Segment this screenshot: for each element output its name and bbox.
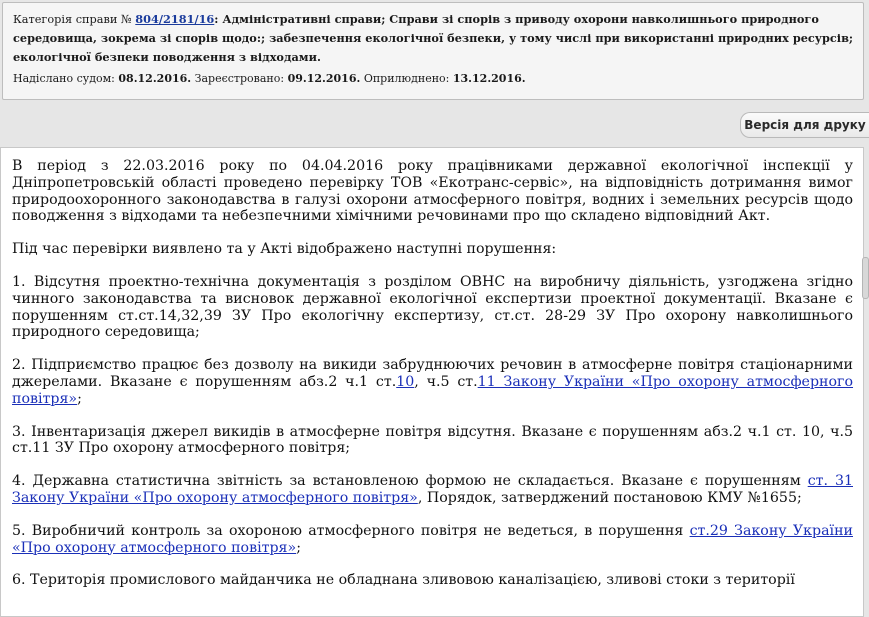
- category-label: Категорія справи №: [13, 13, 132, 26]
- law-link-art11[interactable]: 11 Закону України «Про охорону атмосферного повітря»: [12, 373, 854, 407]
- registered-date: 09.12.2016.: [287, 72, 361, 85]
- paragraph-violation-6: 6. Територія промислового майданчика не обладнана зливовою каналізацією, зливові стоки з території: [12, 572, 795, 589]
- law-link-art29[interactable]: ст.29 Закону України «Про охорону атмосферного повітря»: [12, 522, 853, 556]
- sent-label: Надіслано судом:: [13, 72, 115, 85]
- paragraph-intro: В період з 22.03.2016 року по 04.04.2016 року працівниками державної екологічної інспекції у Дніпропетровській області проведено перевірку ТОВ «Екотранс-сервіс», на відповідність дотримання вимог природоохоронного законодавства в галузі охорони атмосферного повітря, водних і земельних ресурсів щодо поводження з відходами та небезпечними хімічними речовинами про що складено відповідний Акт.: [12, 158, 853, 225]
- sent-date: 08.12.2016.: [118, 72, 192, 85]
- law-link-art10[interactable]: 10: [396, 373, 415, 390]
- scrollbar-thumb[interactable]: [862, 257, 869, 299]
- case-info-panel: [2, 2, 864, 100]
- case-category: [13, 10, 855, 67]
- paragraph-violation-1: 1. Відсутня проектно-технічна документація з розділом ОВНС на виробничу діяльність, узгоджена згідно чинного законодавства та висновок державної екологічної експертизи проектної документації. Вказане є порушенням ст.ст.14,32,39 ЗУ Про екологічну експертизу, ст.ст. 28-29 ЗУ Про охорону навколишнього природного середовища;: [12, 273, 853, 341]
- case-dates: [13, 70, 855, 88]
- category-text: : Адміністративні справи; Справи зі спорів з приводу охорони навколишнього природного середовища, зокрема зі спорів щодо:; забезпечення екологічної безпеки, у тому числі при використанні природних ресурсів; екологічної безпеки поводження з відходами.: [13, 12, 854, 64]
- document-text: [0, 147, 864, 617]
- paragraph-violation-2: 2. Підприємство працює без дозволу на викиди забруднюючих речовин в атмосферне повітря стаціонарними джерелами. Вказане є порушенням абз.2 ч.1 ст.10, ч.5 ст.11 Закону України «Про охорону атмосферного повітря»;: [12, 357, 854, 407]
- registered-label: Зареєстровано:: [194, 72, 285, 85]
- published-date: 13.12.2016.: [452, 72, 526, 85]
- published-label: Оприлюднено:: [363, 72, 450, 85]
- paragraph-violation-4: 4. Державна статистична звітність за встановленою формою не складається. Вказане є порушенням ст. 31 Закону України «Про охорону атмосферного повітря», Порядок, затверджений постановою КМУ №1655;: [12, 473, 853, 506]
- print-version-button[interactable]: Версія для друку: [740, 112, 869, 138]
- law-link-art31[interactable]: ст. 31 Закону України «Про охорону атмосферного повітря»: [12, 473, 853, 506]
- paragraph-violation-5: 5. Виробничий контроль за охороною атмосферного повітря не ведеться, в порушення ст.29 Закону України «Про охорону атмосферного повітря»;: [12, 522, 853, 556]
- case-number-link[interactable]: 804/2181/16: [135, 12, 215, 26]
- paragraph-violation-3: 3. Інвентаризація джерел викидів в атмосферне повітря відсутня. Вказане є порушенням абз.2 ч.1 ст. 10, ч.5 ст.11 ЗУ Про охорону атмосферного повітря;: [12, 423, 853, 457]
- paragraph-violations-heading: Під час перевірки виявлено та у Акті відображено наступні порушення:: [12, 241, 557, 258]
